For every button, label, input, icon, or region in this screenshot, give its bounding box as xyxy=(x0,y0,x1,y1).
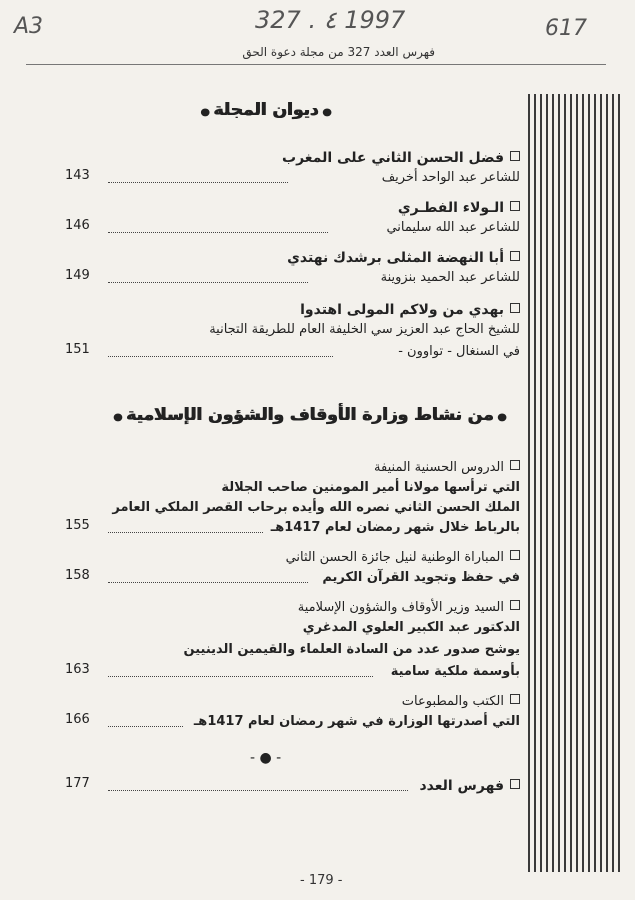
bullet-icon: ● xyxy=(200,107,210,118)
leader-dots xyxy=(108,676,373,677)
entry-title: أبا النهضة المثلى برشدك نهتدي xyxy=(287,250,520,266)
header-rule xyxy=(26,64,606,65)
entry-page: 146 xyxy=(65,218,90,233)
leader-dots xyxy=(108,182,288,183)
checkbox-icon xyxy=(510,460,520,470)
checkbox-icon xyxy=(510,201,520,211)
annotation-top-left: A3 xyxy=(14,14,44,39)
entry-page: 163 xyxy=(65,662,90,677)
entry-line: للشيخ الحاج عبد العزيز سي الخليفة العام للطريقة التجانية xyxy=(209,322,520,337)
footer-page-number: - 179 - xyxy=(300,873,343,888)
checkbox-icon xyxy=(510,151,520,161)
entry-page: 166 xyxy=(65,712,90,727)
bullet-icon: ● xyxy=(113,412,122,423)
section-title-diwan: ●ديوان المجلة● xyxy=(200,100,331,120)
entry-line: الملك الحسن الثاني نصره الله وأيده برحاب القصر الملكي العامر xyxy=(112,500,520,515)
leader-dots xyxy=(108,356,333,357)
entry-line: يوشح صدور عدد من السادة العلماء والقيمين الدينيين xyxy=(183,642,520,657)
checkbox-icon xyxy=(510,779,520,789)
entry-title: فضل الحسن الثاني على المغرب xyxy=(282,150,520,166)
leader-dots xyxy=(108,232,328,233)
index-entry-page: 177 xyxy=(65,776,90,791)
bullet-icon: ● xyxy=(322,107,331,118)
entry-title: الـولاء الفطـري xyxy=(398,200,520,216)
entry-line: في السنغال - تواوون - xyxy=(398,344,520,359)
leader-dots xyxy=(108,532,263,533)
checkbox-icon xyxy=(510,600,520,610)
leader-dots xyxy=(108,282,308,283)
decorative-stripes xyxy=(528,94,623,872)
entry-line: للشاعر عبد الحميد بنزوينة xyxy=(380,270,520,285)
annotation-top-center: 327 . ٤ 1997 xyxy=(255,6,406,34)
index-entry-title: فهرس العدد xyxy=(419,778,520,794)
entry-title: الدروس الحسنية المنيفة xyxy=(374,460,520,475)
entry-line: للشاعر عبد الواحد أخريف xyxy=(381,170,520,185)
entry-page: 158 xyxy=(65,568,90,583)
entry-line: التي أصدرتها الوزارة في شهر رمضان لعام 1417هـ xyxy=(193,714,520,729)
checkbox-icon xyxy=(510,251,520,261)
annotation-top-right: 617 xyxy=(545,16,587,41)
checkbox-icon xyxy=(510,694,520,704)
entry-page: 151 xyxy=(65,342,90,357)
entry-line: التي ترأسها مولانا أمير المومنين صاحب الجلالة xyxy=(221,480,520,495)
entry-page: 149 xyxy=(65,268,90,283)
entry-line: في حفظ وتجويد القرآن الكريم xyxy=(322,570,520,585)
section-title-ministry: ●من نشاط وزارة الأوقاف والشؤون الإسلامية● xyxy=(113,405,506,425)
entry-title: السيد وزير الأوقاف والشؤون الإسلامية xyxy=(298,600,520,615)
entry-line: للشاعر عبد الله سليماني xyxy=(386,220,520,235)
bullet-icon: ● xyxy=(497,412,506,423)
ornament-divider: - ● - xyxy=(250,750,282,766)
checkbox-icon xyxy=(510,303,520,313)
entry-page: 155 xyxy=(65,518,90,533)
entry-line: الدكتور عبد الكبير العلوي المدغري xyxy=(302,620,520,635)
checkbox-icon xyxy=(510,550,520,560)
leader-dots xyxy=(108,726,183,727)
entry-title: بهدي من ولاكم المولى اهتدوا xyxy=(300,302,520,318)
leader-dots xyxy=(108,790,408,791)
entry-line: بأوسمة ملكية سامية xyxy=(390,664,520,679)
header-caption: فهرس العدد 327 من مجلة دعوة الحق xyxy=(242,45,435,59)
entry-line: بالرباط خلال شهر رمضان لعام 1417هـ xyxy=(270,520,520,535)
entry-title: الكتب والمطبوعات xyxy=(402,694,520,709)
entry-title: المباراة الوطنية لنيل جائزة الحسن الثاني xyxy=(286,550,520,565)
leader-dots xyxy=(108,582,308,583)
entry-page: 143 xyxy=(65,168,90,183)
